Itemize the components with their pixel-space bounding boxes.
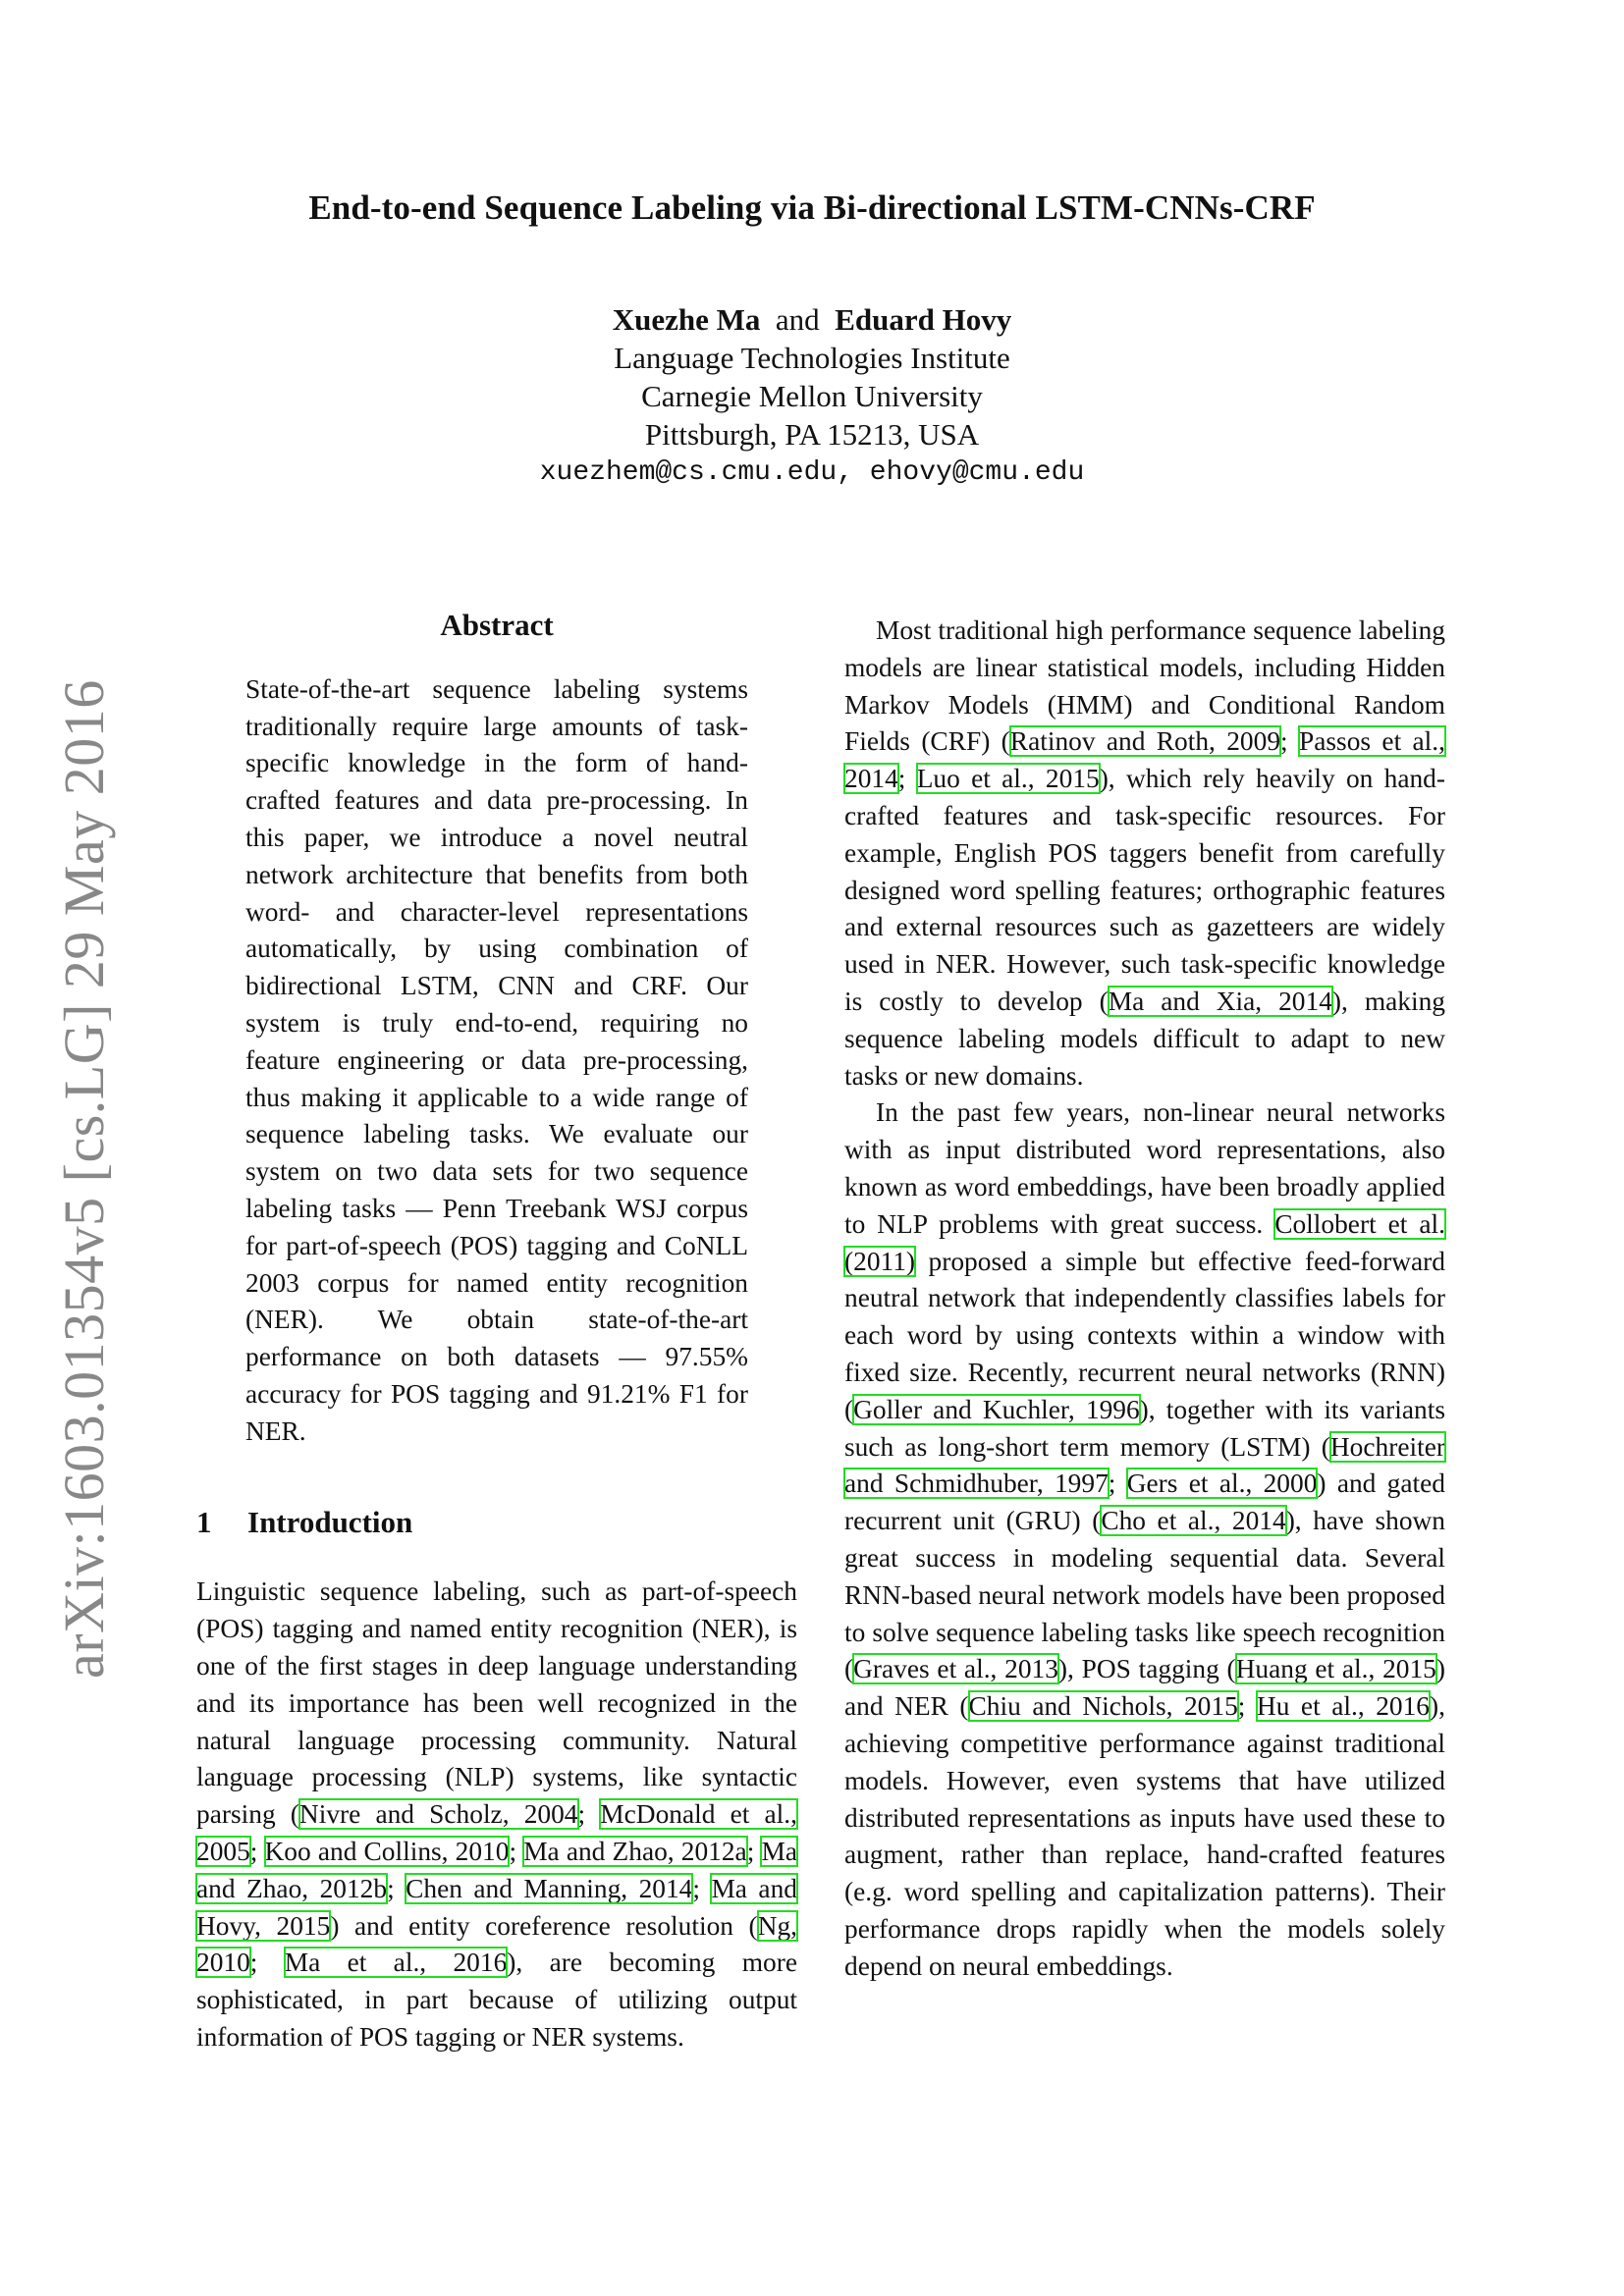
section-number: 1 (196, 1504, 212, 1539)
right-column (844, 613, 1445, 1985)
citation-link[interactable]: Koo and Collins, 2010 (264, 1836, 510, 1866)
author-name: Eduard Hovy (835, 302, 1012, 337)
citation-link[interactable]: Hu et al., 2016 (1256, 1691, 1431, 1722)
paper-title: End-to-end Sequence Labeling via Bi-directional LSTM-CNNs-CRF (308, 188, 1316, 227)
author-name: Xuezhe Ma (612, 302, 761, 337)
citation-link[interactable]: Ng, 2010 (196, 1910, 797, 1978)
citation-link[interactable]: Ma and Zhao, 2012b (196, 1836, 797, 1903)
citation-link[interactable]: Chen and Manning, 2014 (406, 1873, 693, 1903)
citation-link[interactable]: Cho et al., 2014 (1101, 1506, 1286, 1536)
author-university: Carnegie Mellon University (641, 379, 983, 413)
citation-link[interactable]: Passos et al., 2014 (844, 726, 1445, 794)
author-conjunction: and (775, 302, 820, 337)
citation-link[interactable]: Goller and Kuchler, 1996 (853, 1394, 1140, 1424)
author-address: Pittsburgh, PA 15213, USA (644, 417, 980, 452)
abstract-text: State-of-the-art sequence labeling systems traditionally require large amounts of task-specific knowledge in the form of hand-crafted features and data pre-processing. In this paper, we introduce a novel neutral network architecture that benefits from both word- and character-level representations automatically, by using combination of bidirectional LSTM, CNN and CRF. Our system is truly end-to-end, requiring no feature engineering or data pre-processing, thus making it applicable to a wide range of sequence labeling tasks. We evaluate our system on two data sets for two sequence labeling tasks — Penn Treebank WSJ corpus for part-of-speech (POS) tagging and CoNLL 2003 corpus for named entity recognition (NER). We obtain state-of-the-art performance on both datasets — 97.55% accuracy for POS tagging and 91.21% F1 for NER. (245, 673, 748, 1446)
section-heading (196, 1504, 797, 1541)
arxiv-watermark: arXiv:1603.01354v5 [cs.LG] 29 May 2016 (52, 679, 116, 1679)
citation-link[interactable]: McDonald et al., 2005 (196, 1799, 797, 1866)
intro-paragraph-1: Linguistic sequence labeling, such as part-of-speech (POS) tagging and named entity recognition (NER), is one of the first stages in deep language understanding and its importance has been well recognized in the natural language processing community. Natural language processing (NLP) systems, like syntactic parsing (Nivre and Scholz, 2004; McDonald et al., 2005; Koo and Collins, 2010; Ma and Zhao, 2012a; Ma and Zhao, 2012b; Chen and Manning, 2014; Ma and Hovy, 2015) and entity coreference resolution (Ng, 2010; Ma et al., 2016), are becoming more sophisticated, in part because of utilizing output information of POS tagging or NER systems. (196, 1576, 797, 2052)
citation-link[interactable]: Ratinov and Roth, 2009 (1009, 726, 1281, 757)
intro-paragraph-2: Most traditional high performance sequence labeling models are linear statistical models, including Hidden Markov Models (HMM) and Conditional Random Fields (CRF) (Ratinov and Roth, 2009; Passos et al., 2014; Luo et al., 2015), which rely heavily on hand-crafted features and task-specific resources. For example, English POS taggers benefit from carefully designed word spelling features; orthographic features and external resources such as gazetteers are widely used in NER. However, such task-specific knowledge is costly to develop (Ma and Xia, 2014), making sequence labeling models difficult to adapt to new tasks or new domains. (844, 615, 1445, 1091)
citation-link[interactable]: Nivre and Scholz, 2004 (298, 1799, 578, 1830)
citation-link[interactable]: Chiu and Nichols, 2015 (968, 1691, 1238, 1722)
author-block (0, 300, 1624, 492)
citation-link[interactable]: Ma et al., 2016 (284, 1948, 508, 1978)
section-title: Introduction (247, 1504, 413, 1539)
citation-link[interactable]: Ma and Zhao, 2012a (523, 1836, 747, 1866)
author-institute: Language Technologies Institute (614, 341, 1010, 375)
author-emails: xuezhem@cs.cmu.edu, ehovy@cmu.edu (539, 457, 1085, 488)
citation-link[interactable]: Collobert et al. (2011) (844, 1208, 1445, 1276)
citation-link[interactable]: Luo et al., 2015 (916, 764, 1100, 794)
citation-link[interactable]: Gers et al., 2000 (1126, 1468, 1318, 1499)
citation-link[interactable]: Ma and Xia, 2014 (1108, 986, 1332, 1016)
citation-link[interactable]: Huang et al., 2015 (1235, 1654, 1436, 1684)
author-names (0, 300, 1624, 339)
abstract-heading: Abstract (440, 608, 554, 642)
intro-paragraph-3: In the past few years, non-linear neural networks with as input distributed word representations, also known as word embeddings, have been broadly applied to NLP problems with great success. Collobert et al. (2011) proposed a simple but effective feed-forward neutral network that independently classifies labels for each word by using contexts within a window with fixed size. Recently, recurrent neural networks (RNN) (Goller and Kuchler, 1996), together with its variants such as long-short term memory (LSTM) (Hochreiter and Schmidhuber, 1997; Gers et al., 2000) and gated recurrent unit (GRU) (Cho et al., 2014), have shown great success in modeling sequential data. Several RNN-based neural network models have been proposed to solve sequence labeling tasks like speech recognition (Graves et al., 2013), POS tagging (Huang et al., 2015) and NER (Chiu and Nichols, 2015; Hu et al., 2016), achieving competitive performance against traditional models. However, even systems that have utilized distributed representations as inputs have used these to augment, rather than replace, hand-crafted features (e.g. word spelling and capitalization patterns). Their performance drops rapidly when the models solely depend on neural embeddings. (844, 1097, 1446, 1981)
left-column (196, 607, 797, 2056)
citation-link[interactable]: Ma and Hovy, 2015 (196, 1873, 797, 1941)
citation-link[interactable]: Hochreiter and Schmidhuber, 1997 (844, 1431, 1445, 1499)
citation-link[interactable]: Graves et al., 2013 (853, 1654, 1058, 1684)
